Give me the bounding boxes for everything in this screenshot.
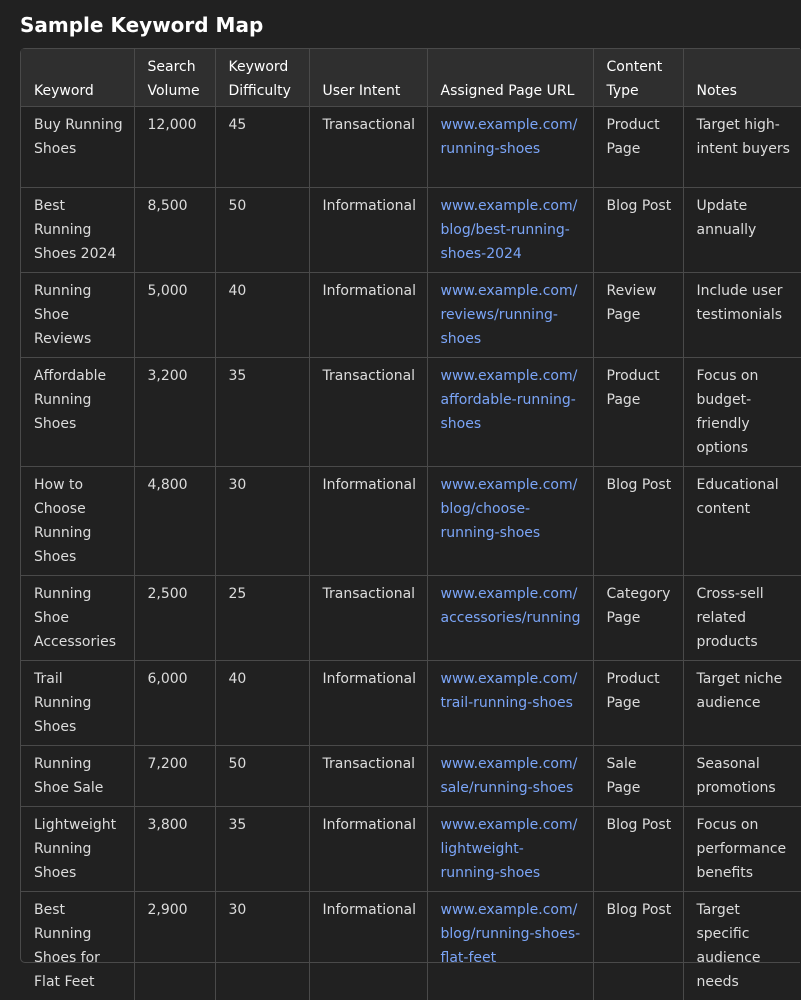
search-volume-cell: 2,900 xyxy=(134,891,215,1000)
notes-cell: Target specific audience needs xyxy=(683,891,801,1000)
keyword-cell: Best Running Shoes 2024 xyxy=(21,187,134,272)
page-url-link[interactable]: www.example.com/ accessories/running xyxy=(440,585,581,626)
user-intent-cell: Informational xyxy=(309,806,427,891)
search-volume-cell: 7,200 xyxy=(134,745,215,806)
user-intent-cell: Informational xyxy=(309,272,427,357)
table-row xyxy=(21,891,801,1000)
page-url-cell xyxy=(427,272,593,357)
keyword-difficulty-cell: 40 xyxy=(215,660,309,745)
keyword-cell: Lightweight Running Shoes xyxy=(21,806,134,891)
table-row xyxy=(21,806,801,891)
content-type-cell: Blog Post xyxy=(593,806,683,891)
search-volume-cell: 2,500 xyxy=(134,575,215,660)
content-type-cell: Blog Post xyxy=(593,187,683,272)
user-intent-cell: Informational xyxy=(309,891,427,1000)
search-volume-cell: 6,000 xyxy=(134,660,215,745)
content-type-cell: Product Page xyxy=(593,660,683,745)
table-row xyxy=(21,272,801,357)
content-type-cell: Blog Post xyxy=(593,891,683,1000)
table-body xyxy=(21,106,801,1000)
header-keyword: Keyword xyxy=(21,49,134,106)
keyword-difficulty-cell: 50 xyxy=(215,745,309,806)
user-intent-cell: Informational xyxy=(309,187,427,272)
content-type-cell: Category Page xyxy=(593,575,683,660)
keyword-difficulty-cell: 45 xyxy=(215,106,309,187)
notes-cell: Include user testimonials xyxy=(683,272,801,357)
search-volume-cell: 12,000 xyxy=(134,106,215,187)
header-user-intent: User Intent xyxy=(309,49,427,106)
table-row xyxy=(21,575,801,660)
page-url-link[interactable]: www.example.com/ affordable-running-shoes xyxy=(440,367,578,432)
page-url-link[interactable]: www.example.com/ lightweight-running-shoes xyxy=(440,816,578,881)
notes-cell: Update annually xyxy=(683,187,801,272)
keyword-cell: Affordable Running Shoes xyxy=(21,357,134,466)
keyword-difficulty-cell: 30 xyxy=(215,466,309,575)
page-url-link[interactable]: www.example.com/ blog/best-running-shoes-2024 xyxy=(440,197,578,262)
search-volume-cell: 4,800 xyxy=(134,466,215,575)
page-title: Sample Keyword Map xyxy=(20,13,264,37)
user-intent-cell: Transactional xyxy=(309,745,427,806)
page-url-link[interactable]: www.example.com/ sale/running-shoes xyxy=(440,755,578,796)
page-url-cell xyxy=(427,806,593,891)
keyword-cell: Buy Running Shoes xyxy=(21,106,134,187)
header-content-type: Content Type xyxy=(593,49,683,106)
keyword-cell: Trail Running Shoes xyxy=(21,660,134,745)
user-intent-cell: Informational xyxy=(309,660,427,745)
user-intent-cell: Transactional xyxy=(309,106,427,187)
keyword-cell: Running Shoe Reviews xyxy=(21,272,134,357)
header-notes: Notes xyxy=(683,49,801,106)
page-url-link[interactable]: www.example.com/ blog/running-shoes-flat-feet xyxy=(440,901,581,966)
keyword-map-table xyxy=(21,49,801,1000)
keyword-cell: Best Running Shoes for Flat Feet xyxy=(21,891,134,1000)
content-type-cell: Blog Post xyxy=(593,466,683,575)
user-intent-cell: Informational xyxy=(309,466,427,575)
notes-cell: Seasonal promotions xyxy=(683,745,801,806)
page-url-cell xyxy=(427,660,593,745)
page-url-cell xyxy=(427,187,593,272)
header-search-volume: Search Volume xyxy=(134,49,215,106)
user-intent-cell: Transactional xyxy=(309,575,427,660)
keyword-map-table-container xyxy=(20,48,800,990)
notes-cell: Focus on budget-friendly options xyxy=(683,357,801,466)
page-url-cell xyxy=(427,891,593,1000)
page-url-link[interactable]: www.example.com/ trail-running-shoes xyxy=(440,670,578,711)
keyword-cell: How to Choose Running Shoes xyxy=(21,466,134,575)
notes-cell: Target niche audience xyxy=(683,660,801,745)
header-keyword-difficulty: Keyword Difficulty xyxy=(215,49,309,106)
table-row xyxy=(21,357,801,466)
page-url-cell xyxy=(427,745,593,806)
page-url-link[interactable]: www.example.com/ blog/choose-running-shoes xyxy=(440,476,578,541)
keyword-difficulty-cell: 40 xyxy=(215,272,309,357)
keyword-cell: Running Shoe Sale xyxy=(21,745,134,806)
user-intent-cell: Transactional xyxy=(309,357,427,466)
content-type-cell: Product Page xyxy=(593,357,683,466)
notes-cell: Educational content xyxy=(683,466,801,575)
page-url-cell xyxy=(427,106,593,187)
content-type-cell: Product Page xyxy=(593,106,683,187)
page-url-link[interactable]: www.example.com/ reviews/running-shoes xyxy=(440,282,578,347)
table-row xyxy=(21,745,801,806)
keyword-difficulty-cell: 30 xyxy=(215,891,309,1000)
notes-cell: Cross-sell related products xyxy=(683,575,801,660)
page-url-cell xyxy=(427,357,593,466)
search-volume-cell: 3,200 xyxy=(134,357,215,466)
page-url-cell xyxy=(427,575,593,660)
table-row xyxy=(21,106,801,187)
keyword-difficulty-cell: 35 xyxy=(215,806,309,891)
page-url-link[interactable]: www.example.com/ running-shoes xyxy=(440,116,578,157)
header-assigned-page-url: Assigned Page URL xyxy=(427,49,593,106)
keyword-difficulty-cell: 50 xyxy=(215,187,309,272)
notes-cell: Focus on performance benefits xyxy=(683,806,801,891)
table-header-row xyxy=(21,49,801,106)
content-type-cell: Review Page xyxy=(593,272,683,357)
search-volume-cell: 5,000 xyxy=(134,272,215,357)
search-volume-cell: 8,500 xyxy=(134,187,215,272)
keyword-difficulty-cell: 25 xyxy=(215,575,309,660)
content-type-cell: Sale Page xyxy=(593,745,683,806)
table-row xyxy=(21,466,801,575)
keyword-cell: Running Shoe Accessories xyxy=(21,575,134,660)
search-volume-cell: 3,800 xyxy=(134,806,215,891)
notes-cell: Target high-intent buyers xyxy=(683,106,801,187)
keyword-difficulty-cell: 35 xyxy=(215,357,309,466)
table-row xyxy=(21,187,801,272)
table-row xyxy=(21,660,801,745)
page-url-cell xyxy=(427,466,593,575)
